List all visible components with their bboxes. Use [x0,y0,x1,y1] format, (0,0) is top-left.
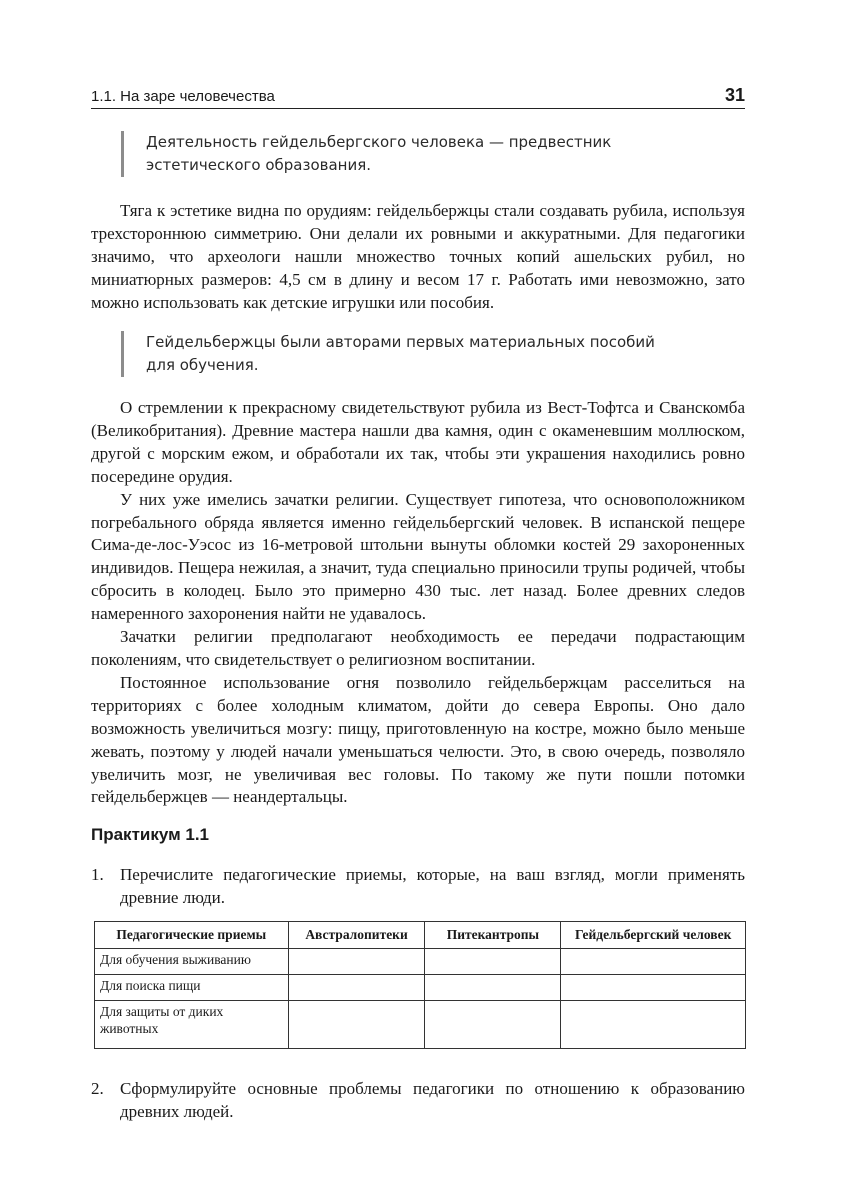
pedagogy-table [94,921,746,1049]
task-number: 1. [91,865,104,884]
paragraph: Постоянное использование огня позволило гейдельбержцам расселиться на территориях с более холодным климатом, дойти до севера Европы. Оно дало возможность увеличиться мозгу: пищу, приготовленную на костре, можно было меньше жевать, поэтому у людей начали уменьшаться челюсти. Это, в свою очередь, позволяло увеличить мозг, не увеличивая вес головы. По такому же пути пошли потомки гейдельбержцев — неандертальцы. [91,672,745,807]
table-cell [425,949,561,975]
section-title: 1.1. На заре человечества [91,88,275,105]
body-block-main [91,397,745,809]
task-1 [91,864,745,910]
task-text: Сформулируйте основные проблемы педагогики по отношению к образованию древних людей. [120,1079,745,1121]
table-cell [425,975,561,1001]
task-2 [91,1078,745,1124]
task-text: Перечислите педагогические приемы, которые, на ваш взгляд, могли применять древние люди. [120,865,745,907]
table-cell [288,949,425,975]
column-header: Педагогические приемы [95,922,289,949]
table-cell [288,975,425,1001]
task-number: 2. [91,1079,104,1098]
table-cell [288,1001,425,1049]
table-row [95,975,746,1001]
paragraph: О стремлении к прекрасному свидетельствуют рубила из Вест-Тофтса и Сванскомба (Великобритания). Древние мастера нашли два камня, один с окаменевшим моллюском, другой с морским ежом, и обработали их так, чтобы эти украшения находились ровно посередине орудия. [91,398,745,486]
column-header: Австралопитеки [288,922,425,949]
body-block-tools [91,200,745,315]
practicum-heading: Практикум 1.1 [91,825,210,844]
callout-teaching-aids [121,331,655,377]
paragraph: У них уже имелись зачатки религии. Существует гипотеза, что основоположником погребального обряда является именно гейдельбергский человек. В испанской пещере Сима-де-лос-Уэсос из 16-метровой штольни вынуты обломки костей 29 захороненных индивидов. Пещера нежилая, а значит, туда специально приносили трупы родичей, чтобы сбросить в колодец. Было это примерно 430 тыс. лет назад. Более древних следов намеренного захоронения найти не удавалось. [91,489,745,624]
callout-aesthetic-education [121,131,611,177]
paragraph: Тяга к эстетике видна по орудиям: гейдельбержцы стали создавать рубила, используя трехстороннюю симметрию. Они делали их ровными и аккуратными. Для педагогики значимо, что археологи нашли множество точных копий ашельских рубил, но миниатюрных размеров: 4,5 см в длину и весом 17 г. Работать ими невозможно, зато можно использовать как детские игрушки или пособия. [91,201,745,312]
table-row [95,1001,746,1049]
table-cell: Для поиска пищи [95,975,289,1001]
callout-text: Деятельность гейдельбергского человека — предвестник эстетического образования. [146,133,612,174]
table-row [95,949,746,975]
table-cell [561,975,746,1001]
column-header: Гейдельбергский человек [561,922,746,949]
table-cell: Для защиты от диких животных [95,1001,289,1049]
table-header-row [95,922,746,949]
table-cell [561,949,746,975]
page-number: 31 [724,85,745,105]
table-cell [425,1001,561,1049]
running-header [91,80,745,109]
column-header: Питекантропы [425,922,561,949]
table-cell: Для обучения выживанию [95,949,289,975]
paragraph: Зачатки религии предполагают необходимость ее передачи подрастающим поколениям, что свидетельствует о религиозном воспитании. [91,627,745,669]
callout-text: Гейдельбержцы были авторами первых материальных пособий для обучения. [146,333,655,374]
table-cell [561,1001,746,1049]
